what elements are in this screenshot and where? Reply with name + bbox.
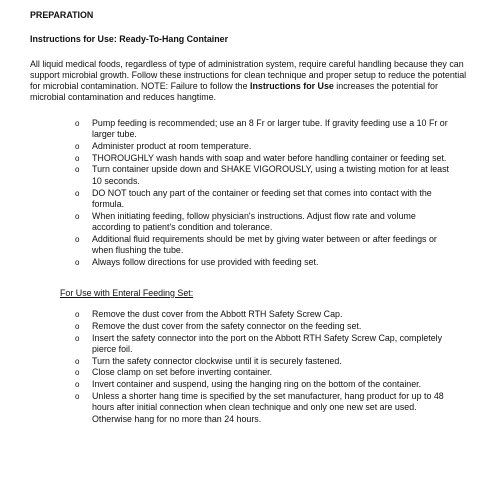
list-item	[75, 355, 467, 367]
list-item	[75, 140, 467, 152]
intro-paragraph	[30, 59, 467, 104]
list-item-text: Close clamp on set before inverting container.	[92, 367, 273, 378]
bullet-marker: o	[75, 356, 80, 366]
bullet-marker: o	[75, 118, 80, 128]
list-item-text: When initiating feeding, follow physician's instructions. Adjust flow rate and volume according to patient's condition and tolerance.	[92, 210, 416, 232]
bullet-marker: o	[75, 211, 80, 221]
enteral-instructions-list	[30, 309, 467, 425]
bullet-marker: o	[75, 380, 80, 390]
list-item-text: Pump feeding is recommended; use an 8 Fr or larger tube. If gravity feeding use a 10 Fr or larger tube.	[92, 117, 448, 140]
enteral-section	[30, 288, 467, 425]
bullet-marker: o	[75, 141, 80, 151]
intro-bold-phrase: Instructions for Use	[250, 81, 334, 92]
list-item	[75, 233, 467, 257]
list-item	[75, 117, 467, 141]
bullet-marker: o	[75, 257, 80, 267]
list-item	[75, 308, 467, 320]
list-item	[75, 187, 467, 211]
list-item	[75, 256, 467, 268]
intro-text-end: increases the potential for microbial contamination and reduces hangtime.	[30, 81, 438, 103]
list-item-text: Turn container upside down and SHAKE VIGOROUSLY, using a twisting motion for at least 10 seconds.	[92, 164, 449, 186]
list-item-text: Always follow directions for use provided with feeding set.	[92, 256, 319, 267]
list-item	[75, 391, 467, 425]
list-item	[75, 367, 467, 378]
list-item-text: THOROUGHLY wash hands with soap and water before handling container or feeding set.	[92, 152, 447, 163]
section-heading: PREPARATION	[30, 10, 94, 20]
bullet-marker: o	[75, 321, 80, 331]
list-item-text: Insert the safety connector into the port on the Abbott RTH Safety Screw Cap, completely pierce foil.	[92, 332, 443, 354]
bullet-marker: o	[75, 368, 80, 378]
list-item	[75, 152, 467, 164]
list-item	[75, 210, 467, 234]
bullet-marker: o	[75, 165, 80, 175]
bullet-marker: o	[75, 333, 80, 343]
list-item-text: Invert container and suspend, using the hanging ring on the bottom of the container.	[92, 379, 422, 390]
bullet-marker: o	[75, 153, 80, 163]
bullet-marker: o	[75, 234, 80, 244]
general-instructions-list	[30, 118, 467, 268]
instructions-subheading: Instructions for Use: Ready-To-Hang Container	[30, 34, 229, 45]
bullet-marker: o	[75, 188, 80, 198]
list-item-text: Remove the dust cover from the Abbott RTH Safety Screw Cap.	[92, 308, 343, 319]
list-item-text: DO NOT touch any part of the container or feeding set that comes into contact with the formula.	[92, 187, 432, 209]
list-item	[75, 332, 467, 356]
list-item-text: Turn the safety connector clockwise until it is securely fastened.	[92, 355, 342, 366]
list-item-text: Additional fluid requirements should be met by giving water between or after feedings or when flushing the tube.	[92, 233, 437, 256]
intro-text-start: All liquid medical foods, regardless of type of administration system, require careful handling because they can support microbial growth. Follow these instructions for clean technique and proper setup to reduce the potential for microbial contamination. NOTE: Failure to follow the	[30, 58, 467, 92]
bullet-marker: o	[75, 392, 80, 402]
section-spacer	[30, 269, 467, 288]
list-item	[75, 164, 467, 187]
list-item	[75, 379, 467, 390]
list-item-text: Remove the dust cover from the safety connector on the feeding set.	[92, 320, 362, 331]
enteral-section-title: For Use with Enteral Feeding Set:	[60, 287, 194, 298]
bullet-marker: o	[75, 309, 80, 319]
list-item-text: Unless a shorter hang time is specified by the set manufacturer, hang product for up to 48 hours after initial connection when clean technique and only one new set are used. Otherwise hang for no more than 24 hours.	[92, 391, 444, 424]
list-item-text: Administer product at room temperature.	[92, 140, 252, 151]
list-item	[75, 320, 467, 332]
